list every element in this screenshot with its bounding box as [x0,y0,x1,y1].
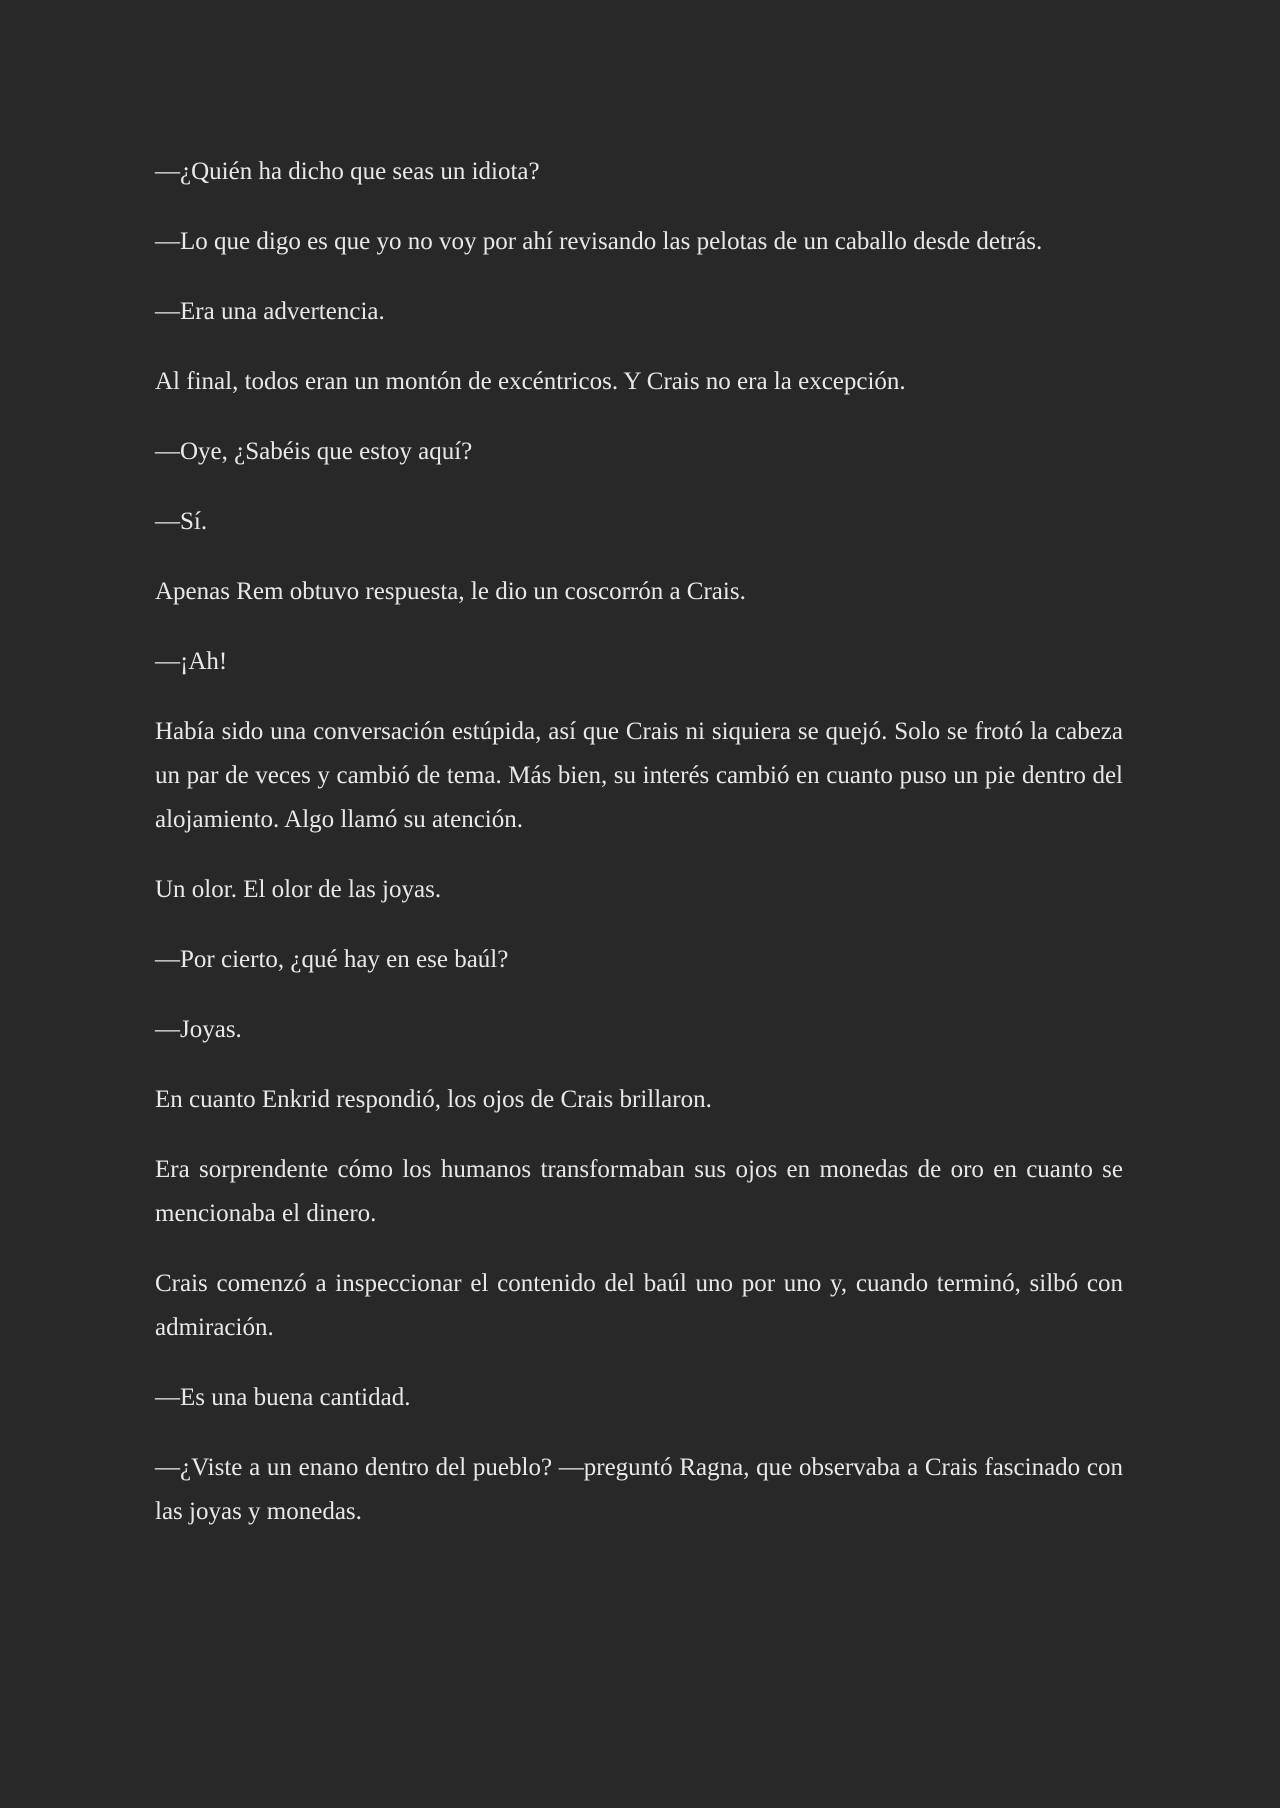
text-body [155,150,1123,1560]
paragraph: Era sorprendente cómo los humanos transformaban sus ojos en monedas de oro en cuanto se mencionaba el dinero. [155,1156,1123,1227]
paragraph: Crais comenzó a inspeccionar el contenido del baúl uno por uno y, cuando terminó, silbó con admiración. [155,1270,1123,1341]
paragraph: —Por cierto, ¿qué hay en ese baúl? [155,946,509,973]
paragraph: —Lo que digo es que yo no voy por ahí revisando las pelotas de un caballo desde detrás. [155,228,1043,255]
paragraph: Al final, todos eran un montón de excéntricos. Y Crais no era la excepción. [155,368,906,395]
paragraph: —Era una advertencia. [155,298,385,325]
paragraph: —¿Viste a un enano dentro del pueblo? —preguntó Ragna, que observaba a Crais fascinado con las joyas y monedas. [155,1454,1123,1525]
paragraph: —Joyas. [155,1016,242,1043]
paragraph: —¿Quién ha dicho que seas un idiota? [155,158,540,185]
paragraph: —Oye, ¿Sabéis que estoy aquí? [155,438,473,465]
paragraph: Había sido una conversación estúpida, así que Crais ni siquiera se quejó. Solo se frotó la cabeza un par de veces y cambió de tema. Más bien, su interés cambió en cuanto puso un pie dentro del alojamiento. Algo llamó su atención. [155,718,1123,833]
paragraph: —Sí. [155,508,208,535]
paragraph: Apenas Rem obtuvo respuesta, le dio un coscorrón a Crais. [155,578,746,605]
paragraph: Un olor. El olor de las joyas. [155,876,442,903]
paragraph: —Es una buena cantidad. [155,1384,411,1411]
paragraph: —¡Ah! [155,648,228,675]
paragraph: En cuanto Enkrid respondió, los ojos de Crais brillaron. [155,1086,712,1113]
